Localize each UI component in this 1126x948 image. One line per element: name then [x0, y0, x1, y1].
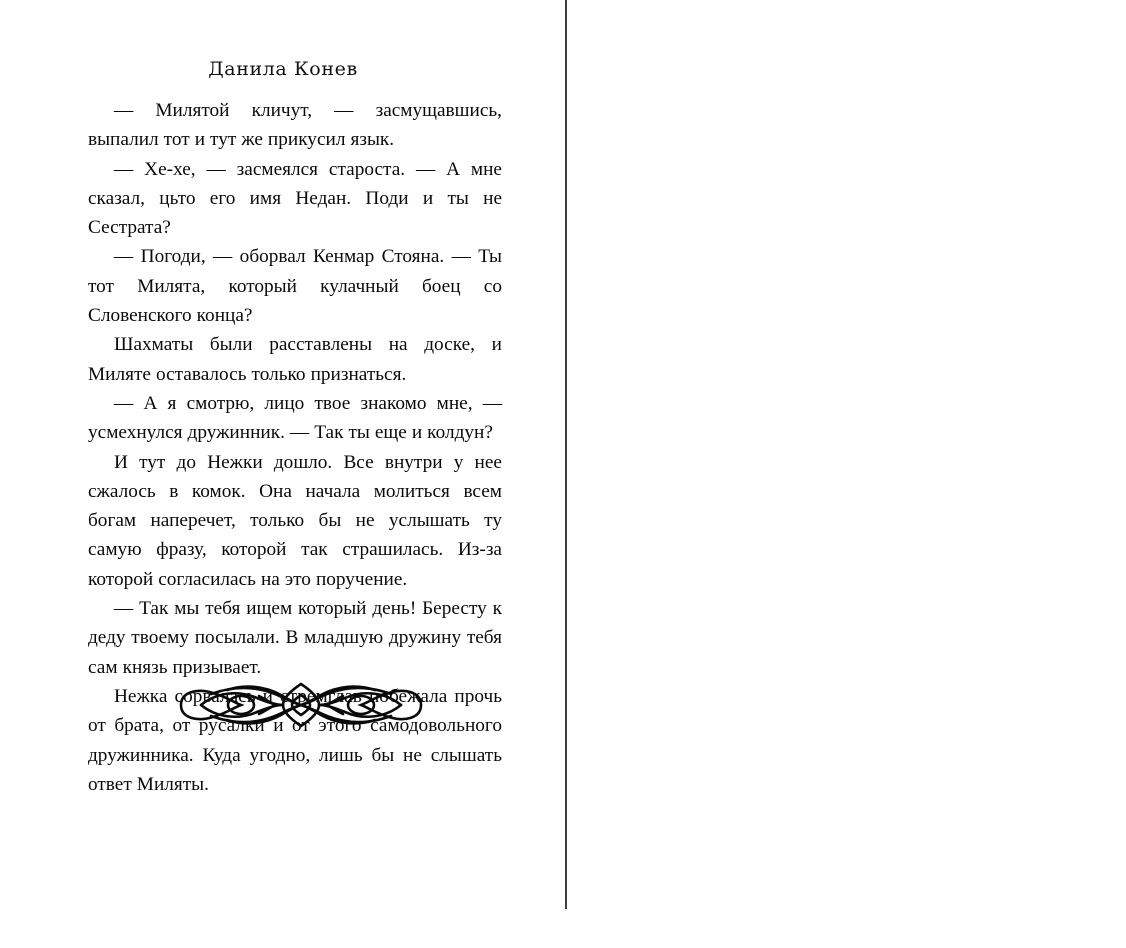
right-page: [566, 0, 1126, 909]
paragraph: — Погоди, — оборвал Кенмар Стояна. — Ты тот Милята, который кулачный боец со Словенского конца?: [88, 246, 502, 327]
paragraph: И тут до Нежки дошло. Все внутри у нее сжалось в комок. Она начала молиться всем богам наперечет, только бы не услышать ту самую фразу, которой так страшилась. Из-за которой согласилась на это поручение.: [88, 451, 502, 590]
paragraph: — А я смотрю, лицо твое знакомо мне, — усмехнулся дружинник. — Так ты еще и колдун?: [88, 392, 502, 444]
paragraph: Нежка сорвалась и стремглав побежала прочь от брата, от русалки и от этого самодовольного дружинника. Куда угодно, лишь бы не слышать ответ Миляты.: [88, 685, 502, 795]
paragraph: — Так мы тебя ищем который день! Бересту к деду твоему посылали. В младшую дружину тебя сам князь призывает.: [88, 598, 502, 678]
paragraph: — Хе-хе, — засмеялся староста. — А мне сказал, цьто его имя Недан. Поди и ты не Сестрата?: [88, 158, 502, 239]
running-head: Данила Конев: [208, 58, 358, 80]
paragraph: — Милятой кличут, — засмущавшись, выпалил тот и тут же прикусил язык.: [88, 100, 502, 151]
celtic-knot-ornament: [171, 672, 431, 738]
gutter-divider: [565, 0, 567, 909]
left-page: [0, 0, 566, 909]
paragraph: Шахматы были расставлены на доске, и Миляте оставалось только признаться.: [88, 334, 502, 385]
